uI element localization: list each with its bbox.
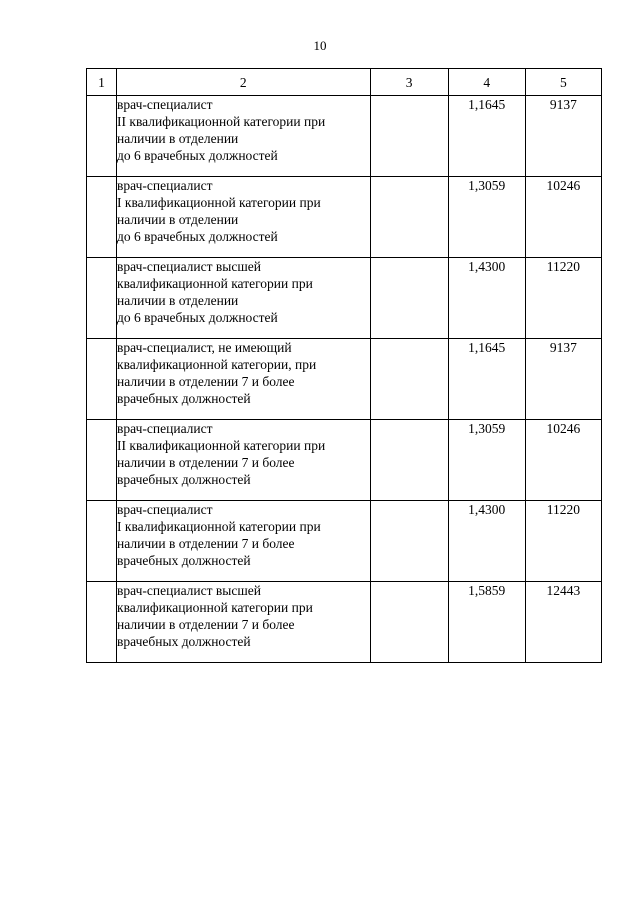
table-row [87, 501, 602, 582]
table-header-row [87, 69, 602, 96]
coefficient-cell: 1,1645 [448, 96, 525, 177]
salary-table [86, 68, 602, 663]
position-cell [117, 501, 370, 582]
table-row [87, 96, 602, 177]
table-row [87, 582, 602, 663]
position-line: наличии в отделении [117, 131, 239, 146]
salary-cell: 9137 [525, 96, 601, 177]
position-line: врачебных должностей [117, 553, 251, 568]
row-index-cell [87, 582, 117, 663]
page-number: 10 [313, 38, 327, 53]
position-line: наличии в отделении 7 и более [117, 374, 295, 389]
empty-cell [370, 177, 448, 258]
table-row [87, 258, 602, 339]
position-line: I квалификационной категории при [117, 519, 321, 534]
position-line: I квалификационной категории при [117, 195, 321, 210]
coefficient-cell: 1,3059 [448, 420, 525, 501]
coefficient-cell: 1,4300 [448, 501, 525, 582]
row-index-cell [87, 420, 117, 501]
position-line: II квалификационной категории при [117, 114, 326, 129]
position-line: наличии в отделении 7 и более [117, 455, 295, 470]
position-line: до 6 врачебных должностей [117, 148, 278, 163]
header-cell-2: 2 [117, 69, 370, 96]
empty-cell [370, 339, 448, 420]
position-cell [117, 420, 370, 501]
position-line: врач-специалист [117, 502, 213, 517]
row-index-cell [87, 258, 117, 339]
header-cell-4: 4 [448, 69, 525, 96]
position-line: наличии в отделении 7 и более [117, 536, 295, 551]
position-cell [117, 339, 370, 420]
salary-cell: 12443 [525, 582, 601, 663]
empty-cell [370, 420, 448, 501]
coefficient-cell: 1,4300 [448, 258, 525, 339]
table-row [87, 420, 602, 501]
row-index-cell [87, 339, 117, 420]
position-line: наличии в отделении [117, 212, 239, 227]
coefficient-cell: 1,1645 [448, 339, 525, 420]
position-line: врачебных должностей [117, 634, 251, 649]
position-line: до 6 врачебных должностей [117, 229, 278, 244]
position-line: врач-специалист [117, 178, 213, 193]
position-cell [117, 96, 370, 177]
salary-cell: 10246 [525, 420, 601, 501]
position-line: врач-специалист, не имеющий [117, 340, 292, 355]
position-line: наличии в отделении 7 и более [117, 617, 295, 632]
coefficient-cell: 1,5859 [448, 582, 525, 663]
position-line: врачебных должностей [117, 472, 251, 487]
position-cell [117, 177, 370, 258]
header-cell-1: 1 [87, 69, 117, 96]
empty-cell [370, 258, 448, 339]
position-line: врачебных должностей [117, 391, 251, 406]
position-line: до 6 врачебных должностей [117, 310, 278, 325]
header-cell-5: 5 [525, 69, 601, 96]
position-cell [117, 582, 370, 663]
salary-cell: 11220 [525, 258, 601, 339]
position-line: врач-специалист [117, 421, 213, 436]
row-index-cell [87, 501, 117, 582]
empty-cell [370, 501, 448, 582]
salary-cell: 11220 [525, 501, 601, 582]
position-line: врач-специалист высшей [117, 259, 261, 274]
position-line: II квалификационной категории при [117, 438, 326, 453]
row-index-cell [87, 96, 117, 177]
position-line: квалификационной категории, при [117, 357, 317, 372]
empty-cell [370, 582, 448, 663]
position-line: врач-специалист [117, 97, 213, 112]
table-row [87, 339, 602, 420]
row-index-cell [87, 177, 117, 258]
position-line: квалификационной категории при [117, 600, 313, 615]
salary-cell: 9137 [525, 339, 601, 420]
position-cell [117, 258, 370, 339]
position-line: квалификационной категории при [117, 276, 313, 291]
coefficient-cell: 1,3059 [448, 177, 525, 258]
table-row [87, 177, 602, 258]
header-cell-3: 3 [370, 69, 448, 96]
position-line: наличии в отделении [117, 293, 239, 308]
salary-cell: 10246 [525, 177, 601, 258]
position-line: врач-специалист высшей [117, 583, 261, 598]
empty-cell [370, 96, 448, 177]
